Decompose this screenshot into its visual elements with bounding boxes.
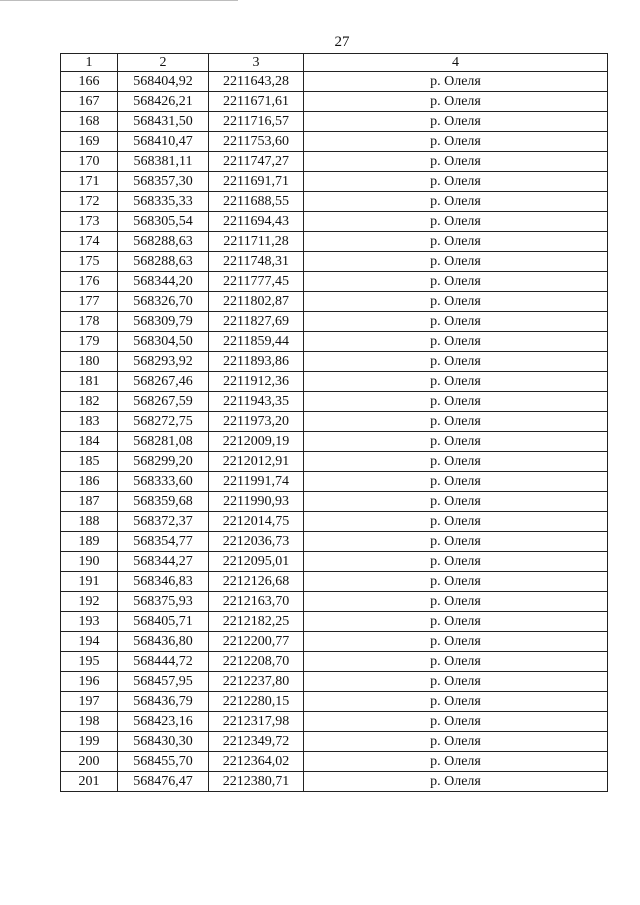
y-coordinate-cell: 2211991,74 xyxy=(209,472,304,492)
x-coordinate-cell: 568381,11 xyxy=(118,152,209,172)
table-row xyxy=(61,772,608,792)
x-coordinate-cell: 568426,21 xyxy=(118,92,209,112)
description-cell: р. Олеля xyxy=(304,272,608,292)
x-coordinate-cell: 568344,27 xyxy=(118,552,209,572)
x-coordinate-cell: 568333,60 xyxy=(118,472,209,492)
y-coordinate-cell: 2211912,36 xyxy=(209,372,304,392)
y-coordinate-cell: 2211859,44 xyxy=(209,332,304,352)
x-coordinate-cell: 568405,71 xyxy=(118,612,209,632)
description-cell: р. Олеля xyxy=(304,612,608,632)
table-row xyxy=(61,392,608,412)
point-number-cell: 181 xyxy=(61,372,118,392)
y-coordinate-cell: 2212280,15 xyxy=(209,692,304,712)
description-cell: р. Олеля xyxy=(304,292,608,312)
description-cell: р. Олеля xyxy=(304,192,608,212)
description-cell: р. Олеля xyxy=(304,752,608,772)
x-coordinate-cell: 568455,70 xyxy=(118,752,209,772)
point-number-cell: 180 xyxy=(61,352,118,372)
description-cell: р. Олеля xyxy=(304,452,608,472)
point-number-cell: 199 xyxy=(61,732,118,752)
table-row xyxy=(61,332,608,352)
description-cell: р. Олеля xyxy=(304,312,608,332)
description-cell: р. Олеля xyxy=(304,152,608,172)
description-cell: р. Олеля xyxy=(304,732,608,752)
description-cell: р. Олеля xyxy=(304,572,608,592)
x-coordinate-cell: 568335,33 xyxy=(118,192,209,212)
description-cell: р. Олеля xyxy=(304,552,608,572)
point-number-cell: 185 xyxy=(61,452,118,472)
table-row xyxy=(61,612,608,632)
point-number-cell: 198 xyxy=(61,712,118,732)
description-cell: р. Олеля xyxy=(304,492,608,512)
x-coordinate-cell: 568354,77 xyxy=(118,532,209,552)
point-number-cell: 193 xyxy=(61,612,118,632)
y-coordinate-cell: 2212380,71 xyxy=(209,772,304,792)
y-coordinate-cell: 2212317,98 xyxy=(209,712,304,732)
description-cell: р. Олеля xyxy=(304,472,608,492)
table-row xyxy=(61,412,608,432)
point-number-cell: 189 xyxy=(61,532,118,552)
description-cell: р. Олеля xyxy=(304,672,608,692)
description-cell: р. Олеля xyxy=(304,232,608,252)
y-coordinate-cell: 2211747,27 xyxy=(209,152,304,172)
y-coordinate-cell: 2211716,57 xyxy=(209,112,304,132)
point-number-cell: 166 xyxy=(61,72,118,92)
x-coordinate-cell: 568346,83 xyxy=(118,572,209,592)
point-number-cell: 191 xyxy=(61,572,118,592)
point-number-cell: 169 xyxy=(61,132,118,152)
description-cell: р. Олеля xyxy=(304,172,608,192)
point-number-cell: 173 xyxy=(61,212,118,232)
table-row xyxy=(61,292,608,312)
table-row xyxy=(61,132,608,152)
header-cell-4: 4 xyxy=(304,54,608,72)
y-coordinate-cell: 2212095,01 xyxy=(209,552,304,572)
table-row xyxy=(61,512,608,532)
point-number-cell: 186 xyxy=(61,472,118,492)
point-number-cell: 167 xyxy=(61,92,118,112)
table-row xyxy=(61,732,608,752)
description-cell: р. Олеля xyxy=(304,652,608,672)
table-row xyxy=(61,632,608,652)
point-number-cell: 171 xyxy=(61,172,118,192)
y-coordinate-cell: 2211691,71 xyxy=(209,172,304,192)
description-cell: р. Олеля xyxy=(304,72,608,92)
x-coordinate-cell: 568304,50 xyxy=(118,332,209,352)
table-row xyxy=(61,572,608,592)
y-coordinate-cell: 2212012,91 xyxy=(209,452,304,472)
description-cell: р. Олеля xyxy=(304,692,608,712)
y-coordinate-cell: 2211753,60 xyxy=(209,132,304,152)
y-coordinate-cell: 2211802,87 xyxy=(209,292,304,312)
table-row xyxy=(61,752,608,772)
y-coordinate-cell: 2211777,45 xyxy=(209,272,304,292)
y-coordinate-cell: 2211973,20 xyxy=(209,412,304,432)
table-row xyxy=(61,232,608,252)
point-number-cell: 172 xyxy=(61,192,118,212)
x-coordinate-cell: 568436,79 xyxy=(118,692,209,712)
description-cell: р. Олеля xyxy=(304,512,608,532)
table-row xyxy=(61,532,608,552)
x-coordinate-cell: 568436,80 xyxy=(118,632,209,652)
point-number-cell: 201 xyxy=(61,772,118,792)
x-coordinate-cell: 568272,75 xyxy=(118,412,209,432)
x-coordinate-cell: 568293,92 xyxy=(118,352,209,372)
x-coordinate-cell: 568457,95 xyxy=(118,672,209,692)
table-row xyxy=(61,692,608,712)
point-number-cell: 187 xyxy=(61,492,118,512)
y-coordinate-cell: 2212036,73 xyxy=(209,532,304,552)
table-row xyxy=(61,592,608,612)
x-coordinate-cell: 568299,20 xyxy=(118,452,209,472)
description-cell: р. Олеля xyxy=(304,212,608,232)
table-row xyxy=(61,212,608,232)
table-row xyxy=(61,652,608,672)
table-row xyxy=(61,492,608,512)
x-coordinate-cell: 568288,63 xyxy=(118,232,209,252)
header-cell-2: 2 xyxy=(118,54,209,72)
x-coordinate-cell: 568267,59 xyxy=(118,392,209,412)
x-coordinate-cell: 568326,70 xyxy=(118,292,209,312)
description-cell: р. Олеля xyxy=(304,332,608,352)
point-number-cell: 183 xyxy=(61,412,118,432)
table-row xyxy=(61,552,608,572)
point-number-cell: 179 xyxy=(61,332,118,352)
x-coordinate-cell: 568267,46 xyxy=(118,372,209,392)
x-coordinate-cell: 568305,54 xyxy=(118,212,209,232)
description-cell: р. Олеля xyxy=(304,592,608,612)
scan-edge-line xyxy=(0,0,238,1)
y-coordinate-cell: 2212349,72 xyxy=(209,732,304,752)
point-number-cell: 174 xyxy=(61,232,118,252)
description-cell: р. Олеля xyxy=(304,532,608,552)
point-number-cell: 168 xyxy=(61,112,118,132)
description-cell: р. Олеля xyxy=(304,392,608,412)
table-row xyxy=(61,152,608,172)
table-row xyxy=(61,672,608,692)
x-coordinate-cell: 568372,37 xyxy=(118,512,209,532)
x-coordinate-cell: 568288,63 xyxy=(118,252,209,272)
description-cell: р. Олеля xyxy=(304,252,608,272)
description-cell: р. Олеля xyxy=(304,372,608,392)
description-cell: р. Олеля xyxy=(304,712,608,732)
y-coordinate-cell: 2212126,68 xyxy=(209,572,304,592)
description-cell: р. Олеля xyxy=(304,352,608,372)
y-coordinate-cell: 2211748,31 xyxy=(209,252,304,272)
x-coordinate-cell: 568281,08 xyxy=(118,432,209,452)
table-row xyxy=(61,192,608,212)
point-number-cell: 178 xyxy=(61,312,118,332)
y-coordinate-cell: 2211893,86 xyxy=(209,352,304,372)
table-row xyxy=(61,112,608,132)
y-coordinate-cell: 2211827,69 xyxy=(209,312,304,332)
description-cell: р. Олеля xyxy=(304,772,608,792)
description-cell: р. Олеля xyxy=(304,92,608,112)
x-coordinate-cell: 568344,20 xyxy=(118,272,209,292)
description-cell: р. Олеля xyxy=(304,632,608,652)
x-coordinate-cell: 568404,92 xyxy=(118,72,209,92)
description-cell: р. Олеля xyxy=(304,432,608,452)
header-cell-3: 3 xyxy=(209,54,304,72)
table-row xyxy=(61,452,608,472)
y-coordinate-cell: 2211688,55 xyxy=(209,192,304,212)
x-coordinate-cell: 568444,72 xyxy=(118,652,209,672)
table-header-row xyxy=(61,54,608,72)
point-number-cell: 184 xyxy=(61,432,118,452)
point-number-cell: 197 xyxy=(61,692,118,712)
y-coordinate-cell: 2212163,70 xyxy=(209,592,304,612)
table-row xyxy=(61,352,608,372)
table-row xyxy=(61,252,608,272)
table-row xyxy=(61,472,608,492)
x-coordinate-cell: 568423,16 xyxy=(118,712,209,732)
description-cell: р. Олеля xyxy=(304,112,608,132)
point-number-cell: 195 xyxy=(61,652,118,672)
y-coordinate-cell: 2212237,80 xyxy=(209,672,304,692)
x-coordinate-cell: 568431,50 xyxy=(118,112,209,132)
coordinates-table xyxy=(60,53,608,792)
table-row xyxy=(61,712,608,732)
point-number-cell: 192 xyxy=(61,592,118,612)
page-number: 27 xyxy=(334,34,350,50)
y-coordinate-cell: 2212009,19 xyxy=(209,432,304,452)
point-number-cell: 176 xyxy=(61,272,118,292)
description-cell: р. Олеля xyxy=(304,412,608,432)
y-coordinate-cell: 2211943,35 xyxy=(209,392,304,412)
y-coordinate-cell: 2211990,93 xyxy=(209,492,304,512)
y-coordinate-cell: 2212364,02 xyxy=(209,752,304,772)
table-row xyxy=(61,72,608,92)
x-coordinate-cell: 568410,47 xyxy=(118,132,209,152)
point-number-cell: 170 xyxy=(61,152,118,172)
y-coordinate-cell: 2212182,25 xyxy=(209,612,304,632)
x-coordinate-cell: 568430,30 xyxy=(118,732,209,752)
table-row xyxy=(61,172,608,192)
point-number-cell: 177 xyxy=(61,292,118,312)
table-row xyxy=(61,372,608,392)
table-row xyxy=(61,312,608,332)
x-coordinate-cell: 568359,68 xyxy=(118,492,209,512)
table-body xyxy=(61,72,608,792)
point-number-cell: 200 xyxy=(61,752,118,772)
point-number-cell: 194 xyxy=(61,632,118,652)
table-row xyxy=(61,92,608,112)
point-number-cell: 190 xyxy=(61,552,118,572)
y-coordinate-cell: 2211671,61 xyxy=(209,92,304,112)
x-coordinate-cell: 568309,79 xyxy=(118,312,209,332)
point-number-cell: 182 xyxy=(61,392,118,412)
header-cell-1: 1 xyxy=(61,54,118,72)
x-coordinate-cell: 568375,93 xyxy=(118,592,209,612)
x-coordinate-cell: 568357,30 xyxy=(118,172,209,192)
y-coordinate-cell: 2211643,28 xyxy=(209,72,304,92)
table-row xyxy=(61,272,608,292)
point-number-cell: 175 xyxy=(61,252,118,272)
y-coordinate-cell: 2212014,75 xyxy=(209,512,304,532)
point-number-cell: 188 xyxy=(61,512,118,532)
table-row xyxy=(61,432,608,452)
y-coordinate-cell: 2211711,28 xyxy=(209,232,304,252)
point-number-cell: 196 xyxy=(61,672,118,692)
x-coordinate-cell: 568476,47 xyxy=(118,772,209,792)
y-coordinate-cell: 2211694,43 xyxy=(209,212,304,232)
description-cell: р. Олеля xyxy=(304,132,608,152)
y-coordinate-cell: 2212200,77 xyxy=(209,632,304,652)
y-coordinate-cell: 2212208,70 xyxy=(209,652,304,672)
